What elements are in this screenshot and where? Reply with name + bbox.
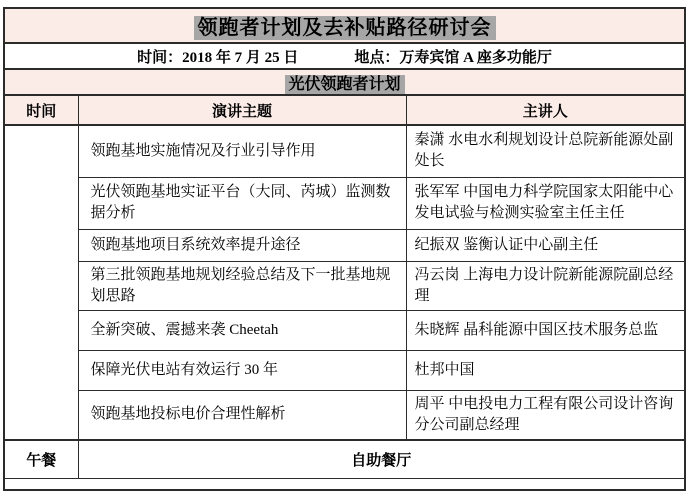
column-header-time: 时间 — [4, 95, 78, 125]
speaker-cell: 朱晓辉 晶科能源中国区技术服务总监 — [406, 310, 685, 350]
time-column-empty-cell — [4, 125, 78, 440]
table-row — [4, 261, 685, 310]
table-row — [4, 229, 685, 261]
partial-bottom-cell — [4, 479, 685, 490]
section-row — [4, 69, 685, 95]
meta-time: 时间：2018 年 7 月 25 日 — [137, 49, 299, 66]
topic-cell: 全新突破、震撼来袭 Cheetah — [78, 310, 406, 350]
topic-cell: 领跑基地实施情况及行业引导作用 — [78, 125, 406, 177]
table-row — [4, 350, 685, 390]
lunch-value-cell: 自助餐厅 — [78, 440, 685, 479]
meta-cell — [4, 43, 685, 69]
speaker-cell: 冯云岗 上海电力设计院新能源院副总经理 — [406, 261, 685, 310]
speaker-cell: 张军军 中国电力科学院国家太阳能中心发电试验与检测实验室主任主任 — [406, 177, 685, 229]
speaker-cell: 秦潇 水电水利规划设计总院新能源处副处长 — [406, 125, 685, 177]
meta-location: 地点：万寿宾馆 A 座多功能厅 — [354, 49, 552, 66]
table-row — [4, 125, 685, 177]
speaker-cell: 杜邦中国 — [406, 350, 685, 390]
topic-cell: 第三批领跑基地规划经验总结及下一批基地规划思路 — [78, 261, 406, 310]
topic-cell: 领跑基地投标电价合理性解析 — [78, 390, 406, 440]
column-header-topic: 演讲主题 — [78, 95, 406, 125]
table-row — [4, 390, 685, 440]
conference-agenda-document — [3, 7, 686, 491]
title-cell — [4, 8, 685, 43]
table-row — [4, 177, 685, 229]
lunch-row — [4, 440, 685, 479]
meta-row — [4, 43, 685, 69]
agenda-table — [3, 7, 686, 491]
column-header-row — [4, 95, 685, 125]
topic-cell: 领跑基地项目系统效率提升途径 — [78, 229, 406, 261]
column-header-speaker: 主讲人 — [406, 95, 685, 125]
table-row — [4, 310, 685, 350]
document-title: 领跑者计划及去补贴路径研讨会 — [194, 16, 496, 40]
title-row — [4, 8, 685, 43]
section-cell — [4, 69, 685, 95]
topic-cell: 保障光伏电站有效运行 30 年 — [78, 350, 406, 390]
speaker-cell: 纪振双 鉴衡认证中心副主任 — [406, 229, 685, 261]
section-title: 光伏领跑者计划 — [285, 75, 405, 94]
lunch-time-cell: 午餐 — [4, 440, 78, 479]
partial-bottom-row — [4, 479, 685, 490]
topic-cell: 光伏领跑基地实证平台（大同、芮城）监测数据分析 — [78, 177, 406, 229]
speaker-cell: 周平 中电投电力工程有限公司设计咨询分公司副总经理 — [406, 390, 685, 440]
